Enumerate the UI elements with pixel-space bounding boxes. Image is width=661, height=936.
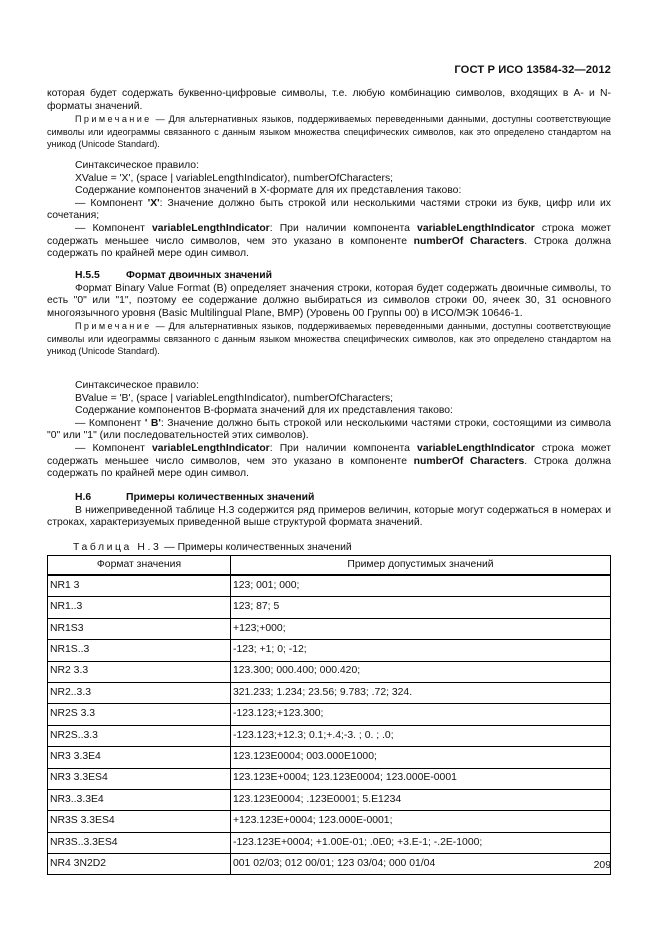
section-paragraph: В нижеприведенной таблице H.3 содержится ряд примеров величин, которые могут содержаться в номерах и строках, характеризуемых приведенной выше структурой формата значений. xyxy=(47,504,611,529)
column-header-format: Формат значения xyxy=(48,556,231,576)
format-cell: NR2S 3.3 xyxy=(48,704,231,725)
example-cell: +123.123E+0004; 123.000E-0001; xyxy=(231,811,611,832)
example-cell: 123.123E0004; .123E0001; 5.E1234 xyxy=(231,789,611,810)
table-row xyxy=(48,725,611,746)
table-row xyxy=(48,811,611,832)
section-h55 xyxy=(47,270,611,358)
table-row xyxy=(48,768,611,789)
x-syntax-block xyxy=(47,160,611,261)
example-cell: 001 02/03; 012 00/01; 123 03/04; 000 01/04 xyxy=(231,854,611,875)
note-text: Для альтернативных языков, поддерживаемых переведенными данными, доступны соответствующие символы или идеограммы связанного с данным языком множества специфических символов, как это определено стандартом на уникод (Unicode Standard). xyxy=(47,114,611,149)
list-item: — Компонент variableLengthIndicator: При наличии компонента variableLengthIndicator строка может содержать меньшее число символов, чем это указано в компоненте numberOf Characters. Строка должна содержать по крайней мере один символ. xyxy=(47,442,612,480)
example-cell: -123.123E+0004; +1.00E-01; .0E0; +3.E-1; -.2E-1000; xyxy=(231,832,611,853)
page-number: 209 xyxy=(593,860,611,871)
note: Примечание — Для альтернативных языков, поддерживаемых переведенными данными, доступны соответствующие символы или идеограммы связанного с данным языком множества специфических символов, как это определено стандартом на уникод (Unicode Standard). xyxy=(47,114,611,149)
syntax-label: Синтаксическое правило: xyxy=(75,380,199,391)
format-cell: NR3 3.3E4 xyxy=(48,747,231,768)
column-header-examples: Пример допустимых значений xyxy=(231,556,611,576)
table-row xyxy=(48,704,611,725)
section-heading: H.6 Примеры количественных значений xyxy=(75,492,315,503)
table-row xyxy=(48,618,611,639)
table-row xyxy=(48,682,611,703)
format-cell: NR3S..3.3ES4 xyxy=(48,832,231,853)
content-intro: Содержание компонентов B-формата значений для их представления таково: xyxy=(75,405,453,417)
format-cell: NR1 3 xyxy=(48,575,231,597)
note: Примечание — Для альтернативных языков, поддерживаемых переведенными данными, доступны соответствующие символы или идеограммы связанного с данным языком множества специфических символов, как это определено стандартом на уникод (Unicode Standard). xyxy=(47,321,611,357)
note-label: Примечание xyxy=(75,321,152,332)
section-paragraph: Формат Binary Value Format (B) определяет значения строки, которая будет содержать двоичные символы, то есть "0" или "1", поэтому ее содержание должно выбираться из символов строки 00, ячеек 30, 31 основного многоязычного уровня (Basic Multilingual Plane, BMP) (Уровень 00 Группы 00) в ИСО/МЭК 10646-1. xyxy=(47,282,611,319)
format-cell: NR2S..3.3 xyxy=(48,725,231,746)
example-cell: -123.123;+123.300; xyxy=(231,704,611,725)
intro-paragraph: которая будет содержать буквенно-цифровые символы, т.е. любую комбинацию символов, входящих в A- и N-форматы значений. xyxy=(47,88,611,112)
table-header-row xyxy=(48,556,611,576)
section-heading: H.5.5 Формат двоичных значений xyxy=(75,270,272,281)
format-cell: NR2..3.3 xyxy=(48,682,231,703)
table-row xyxy=(48,597,611,618)
syntax-rule: XValue = 'X', (space | variableLengthIndicator), numberOfCharacters; xyxy=(75,172,394,184)
format-cell: NR1S..3 xyxy=(48,640,231,661)
section-h6 xyxy=(47,492,611,530)
b-syntax-block xyxy=(47,380,611,481)
intro-block xyxy=(47,88,611,150)
list-item: — Компонент ' B': Значение должно быть строкой или несколькими частями строки, состоящими из символа "0" или "1" (или последовательностей этих символов). xyxy=(47,417,611,442)
table-row xyxy=(48,661,611,682)
format-cell: NR1S3 xyxy=(48,618,231,639)
table-row xyxy=(48,640,611,661)
syntax-label: Синтаксическое правило: xyxy=(75,160,199,171)
note-text: Для альтернативных языков, поддерживаемых переведенными данными, доступны соответствующие символы или идеограммы связанного с данным языком множества специфических символов, как это определено стандартом на уникод (Unicode Standard). xyxy=(47,321,611,357)
table-row xyxy=(48,747,611,768)
note-label: Примечание xyxy=(75,114,152,125)
table-row xyxy=(48,575,611,597)
list-item: — Компонент 'X': Значение должно быть строкой или несколькими частями строки из букв, цифр или их сочетания; xyxy=(47,197,611,222)
content-intro: Содержание компонентов значений в X-формате для их представления таково: xyxy=(75,185,462,197)
table-caption: Таблица H.3 — Примеры количественных значений xyxy=(73,542,352,553)
example-cell: 123.300; 000.400; 000.420; xyxy=(231,661,611,682)
standard-header: ГОСТ Р ИСО 13584-32—2012 xyxy=(454,64,611,76)
format-cell: NR2 3.3 xyxy=(48,661,231,682)
example-cell: 123.123E+0004; 123.123E0004; 123.000E-0001 xyxy=(231,768,611,789)
example-cell: +123;+000; xyxy=(231,618,611,639)
format-cell: NR3 3.3ES4 xyxy=(48,768,231,789)
examples-table xyxy=(47,555,611,875)
table-row xyxy=(48,854,611,875)
format-cell: NR3S 3.3ES4 xyxy=(48,811,231,832)
format-cell: NR1..3 xyxy=(48,597,231,618)
example-cell: 123; 87; 5 xyxy=(231,597,611,618)
list-item: — Компонент variableLengthIndicator: При наличии компонента variableLengthIndicator строка может содержать меньшее число символов, чем это указано в компоненте numberOf Characters. Строка должна содержать по крайней мере один символ. xyxy=(47,222,612,260)
table-row xyxy=(48,832,611,853)
table-row xyxy=(48,789,611,810)
format-cell: NR4 3N2D2 xyxy=(48,854,231,875)
syntax-rule: BValue = 'B', (space | variableLengthIndicator), numberOfCharacters; xyxy=(75,392,394,404)
example-cell: 321.233; 1.234; 23.56; 9.783; .72; 324. xyxy=(231,682,611,703)
example-cell: 123; 001; 000; xyxy=(231,575,611,597)
example-cell: 123.123E0004; 003.000E1000; xyxy=(231,747,611,768)
format-cell: NR3..3.3E4 xyxy=(48,789,231,810)
example-cell: -123.123;+12.3; 0.1;+.4;-3. ; 0. ; .0; xyxy=(231,725,611,746)
example-cell: -123; +1; 0; -12; xyxy=(231,640,611,661)
